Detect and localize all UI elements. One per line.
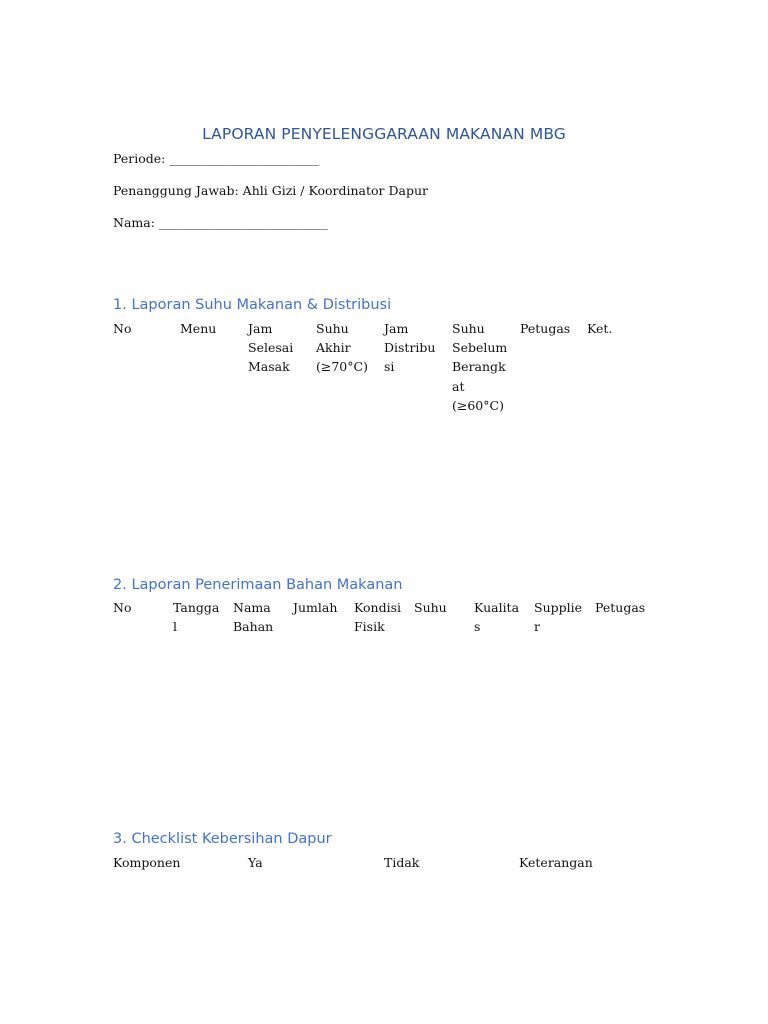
section-1-col-menu: Menu — [180, 321, 217, 336]
section-3-col-komponen: Komponen — [113, 855, 181, 870]
section-1-col-suhu-sebelum: Suhu Sebelum Berangk at (≥60°C) — [452, 321, 508, 413]
periode-field: Periode: ________________________ — [113, 151, 320, 166]
section-1-heading: 1. Laporan Suhu Makanan & Distribusi — [113, 297, 392, 313]
section-1-col-suhu-akhir: Suhu Akhir (≥70°C) — [316, 321, 368, 375]
section-1-col-jam-distribusi: Jam Distribu si — [384, 321, 436, 375]
section-1-col-jam-selesai: Jam Selesai Masak — [248, 321, 294, 375]
section-2-col-kualitas: Kualita s — [474, 600, 520, 635]
section-3-col-keterangan: Keterangan — [519, 855, 593, 870]
penanggung-jawab-field: Penanggung Jawab: Ahli Gizi / Koordinator Dapur — [113, 183, 428, 198]
nama-field: Nama: ___________________________ — [113, 215, 328, 230]
section-1-col-petugas: Petugas — [520, 321, 571, 336]
section-1-col-ket: Ket. — [587, 321, 613, 336]
section-2-col-supplier: Supplie r — [534, 600, 583, 635]
section-2-col-kondisi-fisik: Kondisi Fisik — [354, 600, 401, 635]
section-2-col-jumlah: Jumlah — [293, 600, 338, 615]
section-2-heading: 2. Laporan Penerimaan Bahan Makanan — [113, 577, 403, 593]
document-title: LAPORAN PENYELENGGARAAN MAKANAN MBG — [202, 125, 566, 143]
section-2-col-suhu: Suhu — [414, 600, 447, 615]
section-2-col-no: No — [113, 600, 132, 615]
section-3-col-ya: Ya — [248, 855, 263, 870]
section-2-col-nama-bahan: Nama Bahan — [233, 600, 274, 635]
section-1-col-no: No — [113, 321, 132, 336]
section-3-heading: 3. Checklist Kebersihan Dapur — [113, 831, 332, 847]
section-2-col-tanggal: Tangga l — [173, 600, 220, 635]
section-2-col-petugas: Petugas — [595, 600, 646, 615]
section-3-col-tidak: Tidak — [384, 855, 420, 870]
